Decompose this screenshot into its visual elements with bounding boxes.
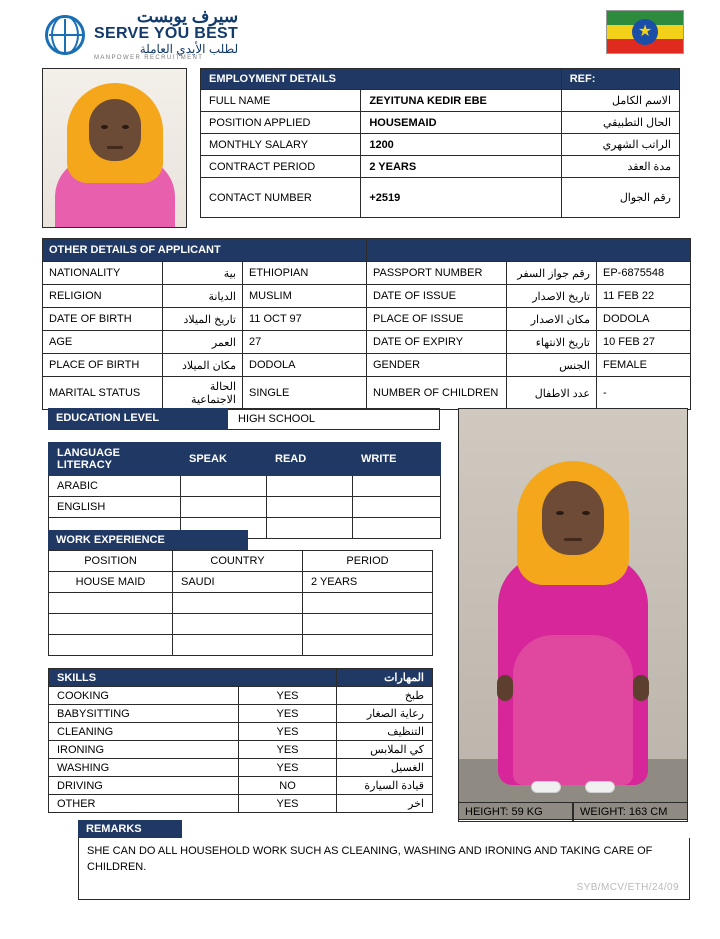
skill-arabic: قيادة السيارة [337,777,433,795]
work-position [49,593,173,614]
language-speak [181,497,267,518]
work-col-position: POSITION [49,551,173,572]
table-row [49,795,433,813]
nationality-label: NATIONALITY [43,262,163,285]
skills-header-row [49,669,433,687]
skill-arabic: طبخ [337,687,433,705]
place-of-birth-value: DODOLA [243,354,367,377]
gender-arabic: الجنس [507,354,597,377]
skill-value: YES [239,795,337,813]
position-applied-value: HOUSEMAID [361,112,561,134]
contact-number-arabic: رقم الجوال [561,178,679,218]
date-of-issue-label: DATE OF ISSUE [367,285,507,308]
skill-name: COOKING [49,687,239,705]
skills-title-arabic: المهارات [337,669,433,687]
work-col-country: COUNTRY [173,551,303,572]
skill-arabic: كي الملابس [337,741,433,759]
globe-icon [42,12,88,58]
language-name: ARABIC [49,476,181,497]
skills-section [48,668,432,813]
passport-number-value: EP-6875548 [597,262,691,285]
work-country [173,635,303,656]
table-row [49,476,441,497]
work-experience-section [48,530,432,656]
table-row [49,723,433,741]
company-logo [42,8,238,62]
monthly-salary-arabic: الراتب الشهري [561,134,679,156]
flag-star-icon: ★ [632,19,658,45]
religion-value: MUSLIM [243,285,367,308]
skill-arabic: رعاية الصغار [337,705,433,723]
work-period [303,593,433,614]
skill-arabic: الغسيل [337,759,433,777]
language-col-write: WRITE [353,443,441,476]
education-value: HIGH SCHOOL [238,413,316,425]
date-of-expiry-arabic: تاريخ الانتهاء [507,331,597,354]
place-of-issue-value: DODOLA [597,308,691,331]
work-header-row [49,551,433,572]
other-details-table [42,238,691,410]
other-details-section [42,238,690,410]
contract-period-arabic: مدة العقد [561,156,679,178]
skill-value: YES [239,759,337,777]
language-read [267,476,353,497]
number-of-children-arabic: عدد الاطفال [507,377,597,410]
work-col-period: PERIOD [303,551,433,572]
employment-title: EMPLOYMENT DETAILS [201,69,562,90]
table-row [43,308,691,331]
number-of-children-value: - [597,377,691,410]
place-of-issue-arabic: مكان الاصدار [507,308,597,331]
passport-number-arabic: رقم جواز السفر [507,262,597,285]
skills-title: SKILLS [49,669,337,687]
place-of-birth-arabic: مكان الميلاد [163,354,243,377]
applicant-portrait-photo [42,68,187,228]
contact-number-value: +2519 [361,178,561,218]
work-position: HOUSE MAID [49,572,173,593]
gender-label: GENDER [367,354,507,377]
work-country [173,593,303,614]
table-row [43,354,691,377]
table-row [49,572,433,593]
document-header [0,0,720,62]
other-details-title: OTHER DETAILS OF APPLICANT [43,239,367,262]
education-title: EDUCATION LEVEL [48,408,228,430]
marital-status-arabic: الحالة الاجتماعية [163,377,243,410]
education-section [48,408,440,430]
passport-number-label: PASSPORT NUMBER [367,262,507,285]
table-row [201,134,680,156]
gender-value: FEMALE [597,354,691,377]
brand-tagline: MANPOWER RECRUITMENT [94,55,204,62]
table-row [201,156,680,178]
work-position [49,614,173,635]
religion-label: RELIGION [43,285,163,308]
height-label: HEIGHT: 59 KG [458,802,573,822]
contract-period-value: 2 YEARS [361,156,561,178]
skill-arabic: التنظيف [337,723,433,741]
skill-name: DRIVING [49,777,239,795]
place-of-issue-label: PLACE OF ISSUE [367,308,507,331]
monthly-salary-label: MONTHLY SALARY [201,134,361,156]
age-label: AGE [43,331,163,354]
table-row [43,285,691,308]
date-of-issue-arabic: تاريخ الاصدار [507,285,597,308]
remarks-section [78,820,690,900]
table-row [49,593,433,614]
language-write [353,497,441,518]
other-details-title-spacer [367,239,691,262]
skill-value: YES [239,723,337,741]
language-literacy-title: LANGUAGE LITERACY [49,443,181,476]
table-row [49,687,433,705]
language-literacy-table [48,442,441,539]
brand-arabic-top: سيرف يوبست [136,7,239,26]
language-header-row [49,443,441,476]
work-experience-table [48,550,433,656]
table-row [49,705,433,723]
position-applied-label: POSITION APPLIED [201,112,361,134]
table-row [43,331,691,354]
skill-name: IRONING [49,741,239,759]
position-applied-arabic: الحال التطبيقي [561,112,679,134]
table-row [49,741,433,759]
table-row [49,635,433,656]
table-row [201,112,680,134]
language-read [267,497,353,518]
date-of-expiry-value: 10 FEB 27 [597,331,691,354]
skill-name: CLEANING [49,723,239,741]
employment-details-table [200,68,680,218]
table-row [43,262,691,285]
logo-text-block [94,8,238,62]
age-value: 27 [243,331,367,354]
skills-table [48,668,433,813]
document-ref-code: SYB/MCV/ETH/24/09 [576,881,679,893]
skill-value: NO [239,777,337,795]
language-literacy-section [48,442,440,539]
full-name-value: ZEYITUNA KEDIR EBE [361,90,561,112]
skill-arabic: اخر [337,795,433,813]
work-experience-title: WORK EXPERIENCE [48,530,248,550]
language-col-speak: SPEAK [181,443,267,476]
language-speak [181,476,267,497]
employment-header-row [201,69,680,90]
table-row [49,497,441,518]
skill-name: BABYSITTING [49,705,239,723]
remarks-title: REMARKS [78,820,182,838]
applicant-full-photo [458,408,688,820]
marital-status-label: MARITAL STATUS [43,377,163,410]
date-of-expiry-label: DATE OF EXPIRY [367,331,507,354]
skill-name: OTHER [49,795,239,813]
contract-period-label: CONTRACT PERIOD [201,156,361,178]
skill-value: YES [239,687,337,705]
religion-arabic: الديانة [163,285,243,308]
skill-value: YES [239,705,337,723]
table-row [201,178,680,218]
date-of-birth-arabic: تاريخ الميلاد [163,308,243,331]
number-of-children-label: NUMBER OF CHILDREN [367,377,507,410]
date-of-birth-label: DATE OF BIRTH [43,308,163,331]
nationality-arabic: بية [163,262,243,285]
nationality-value: ETHIOPIAN [243,262,367,285]
contact-number-label: CONTACT NUMBER [201,178,361,218]
table-row [49,777,433,795]
place-of-birth-label: PLACE OF BIRTH [43,354,163,377]
work-period: 2 YEARS [303,572,433,593]
full-name-label: FULL NAME [201,90,361,112]
skill-value: YES [239,741,337,759]
table-row [49,614,433,635]
work-country [173,614,303,635]
work-country: SAUDI [173,572,303,593]
height-weight-row [458,802,688,822]
table-row [49,759,433,777]
brand-arabic-sub: لطلب الأيدي العاملة [139,41,239,56]
brand-name-en: SERVE YOU BEST [94,24,239,42]
language-write [353,476,441,497]
work-period [303,614,433,635]
ref-label: REF: [561,69,679,90]
skill-name: WASHING [49,759,239,777]
work-period [303,635,433,656]
language-name: ENGLISH [49,497,181,518]
other-details-header-row [43,239,691,262]
ethiopia-flag-icon [606,10,684,54]
table-row [43,377,691,410]
weight-label: WEIGHT: 163 CM [573,802,688,822]
table-row [201,90,680,112]
language-col-read: READ [267,443,353,476]
date-of-birth-value: 11 OCT 97 [243,308,367,331]
remarks-text: SHE CAN DO ALL HOUSEHOLD WORK SUCH AS CLEANING, WASHING AND IRONING AND TAKING CARE OF CHILDREN. [87,845,653,873]
work-position [49,635,173,656]
date-of-issue-value: 11 FEB 22 [597,285,691,308]
monthly-salary-value: 1200 [361,134,561,156]
remarks-body [78,838,690,900]
marital-status-value: SINGLE [243,377,367,410]
full-name-arabic: الاسم الكامل [561,90,679,112]
age-arabic: العمر [163,331,243,354]
